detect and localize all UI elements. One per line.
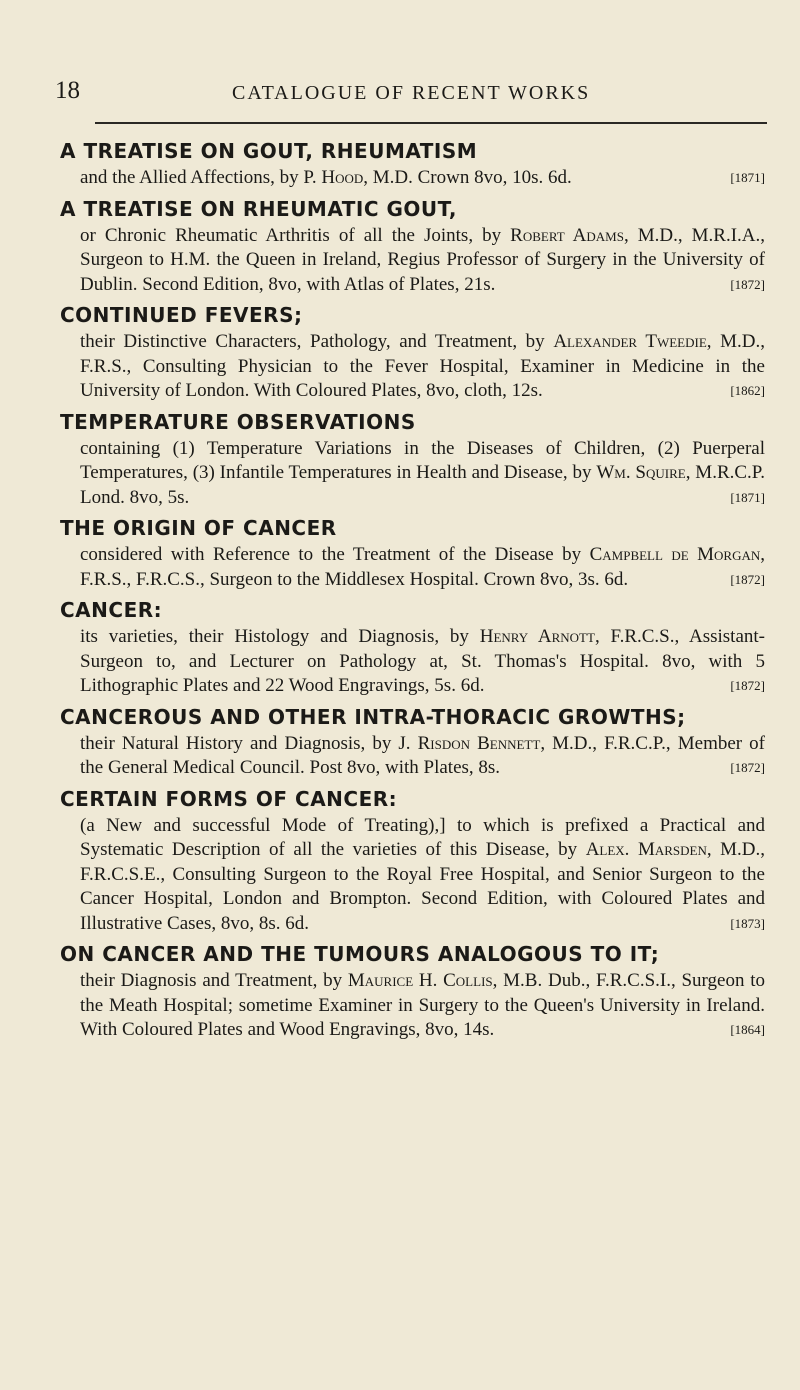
- entry-title: CERTAIN FORMS OF CANCER:: [60, 786, 398, 811]
- entry-description: [60, 224, 765, 298]
- catalogue-entry: [60, 408, 765, 511]
- entry-year: [1872]: [730, 678, 765, 693]
- entry-title: ON CANCER AND THE TUMOURS ANALOGOUS TO IT;: [60, 942, 660, 966]
- entry-year: [1872]: [730, 760, 765, 775]
- entry-year: [1873]: [730, 915, 765, 931]
- entry-author: Hood: [321, 167, 364, 188]
- entry-author: Maurice H. Collis: [347, 970, 493, 991]
- entry-author: Alex. Marsden: [585, 839, 707, 860]
- catalogue-entry: [60, 596, 765, 699]
- entry-author: Campbell de Morgan: [589, 544, 761, 565]
- catalogue-entry: [60, 195, 765, 298]
- header-rule: [95, 122, 767, 124]
- entry-text: or Chronic Rheumatic Arthritis of all the Joints, by: [80, 224, 502, 246]
- entry-year: [1872]: [730, 571, 765, 587]
- entry-description: [60, 437, 765, 511]
- entry-title: THE ORIGIN OF CANCER: [60, 516, 337, 540]
- entry-title: CANCEROUS AND OTHER INTRA-THORACIC GROWTHS;: [60, 704, 686, 729]
- entry-author: Risdon Bennett: [417, 732, 541, 754]
- entry-description: [60, 166, 765, 191]
- entry-year: [1871]: [730, 170, 765, 185]
- entry-title: A TREATISE ON RHEUMATIC GOUT,: [60, 196, 458, 221]
- entry-year: [1862]: [730, 383, 765, 398]
- entry-author: Wm. Squire: [596, 462, 686, 483]
- entry-description: [60, 732, 765, 781]
- entry-title: A TREATISE ON GOUT, RHEUMATISM: [60, 139, 478, 163]
- entry-text: , F.R.C.S., Assistant-Surgeon to, and Lecturer on Pathology at, St. Thomas's Hospital. 8vo, with 5 Lithographic Plates and 22 Wood Engravings, 5s. 6d.: [80, 626, 765, 696]
- entry-text: , M.B. Dub., F.R.C.S.I., Surgeon to the Meath Hospital; sometime Examiner in Surgery to the Queen's University in Ireland. With Coloured Plates and Wood Engravings, 8vo, 14s.: [80, 970, 766, 1040]
- entry-author: Henry Arnott: [479, 626, 595, 647]
- entry-text: (a New and successful Mode of Treating),] to which is prefixed a Practical and Systematic Description of all the varieties of this Disease, by: [80, 814, 765, 860]
- entry-text: its varieties, their Histology and Diagnosis, by: [80, 626, 469, 647]
- catalogue-entries: [60, 137, 765, 1047]
- entry-text: , M.D., F.R.C.P., Member of the General Medical Council. Post 8vo, with Plates, 8s.: [80, 732, 766, 778]
- entry-text: , M.D., F.R.C.S.E., Consulting Surgeon to the Royal Free Hospital, and Senior Surgeon to the Cancer Hospital, London and Brompton. Second Edition, with Coloured Plates and Illustrative Cases, 8vo, 8s. 6d.: [80, 839, 765, 934]
- catalogue-entry: [60, 785, 765, 937]
- entry-author: Robert Adams: [510, 224, 624, 246]
- entry-description: [60, 543, 765, 592]
- entry-text: containing (1) Temperature Variations in the Diseases of Children, (2) Puerperal Temperatures, (3) Infantile Temperatures in Health and Disease, by: [80, 437, 765, 483]
- entry-year: [1872]: [730, 276, 765, 292]
- catalogue-entry: [60, 137, 765, 191]
- catalogue-entry: [60, 940, 765, 1043]
- entry-description: [60, 814, 765, 937]
- entry-description: [60, 330, 765, 404]
- entry-author: Alexander Tweedie: [553, 331, 707, 352]
- entry-title: CANCER:: [60, 598, 163, 622]
- entry-year: [1864]: [730, 1022, 765, 1037]
- entry-text: their Diagnosis and Treatment, by: [80, 970, 343, 991]
- entry-description: [60, 969, 765, 1043]
- entry-description: [60, 625, 765, 699]
- entry-text: , F.R.S., F.R.C.S., Surgeon to the Middlesex Hospital. Crown 8vo, 3s. 6d.: [80, 544, 766, 590]
- entry-text: considered with Reference to the Treatment of the Disease by: [80, 544, 582, 565]
- catalogue-entry: [60, 703, 765, 781]
- entry-title: CONTINUED FEVERS;: [60, 303, 303, 327]
- catalogue-entry: [60, 301, 765, 404]
- entry-text: their Distinctive Characters, Pathology, and Treatment, by: [80, 331, 545, 352]
- entry-text: their Natural History and Diagnosis, by J.: [80, 732, 411, 754]
- page-number: 18: [55, 77, 80, 104]
- catalogue-entry: [60, 514, 765, 592]
- entry-text: , M.D., F.R.S., Consulting Physician to the Fever Hospital, Examiner in Medicine in the University of London. With Coloured Plates, 8vo, cloth, 12s.: [80, 331, 766, 401]
- running-head: CATALOGUE OF RECENT WORKS: [232, 82, 591, 104]
- entry-text: and the Allied Affections, by P.: [80, 167, 317, 188]
- entry-year: [1871]: [730, 489, 765, 505]
- entry-text: , M.R.C.P. Lond. 8vo, 5s.: [80, 462, 766, 508]
- entry-text: , M.D. Crown 8vo, 10s. 6d.: [363, 167, 572, 188]
- entry-text: , M.D., M.R.I.A., Surgeon to H.M. the Queen in Ireland, Regius Professor of Surgery in the University of Dublin. Second Edition, 8vo, with Atlas of Plates, 21s.: [80, 224, 766, 295]
- entry-title: TEMPERATURE OBSERVATIONS: [60, 409, 416, 434]
